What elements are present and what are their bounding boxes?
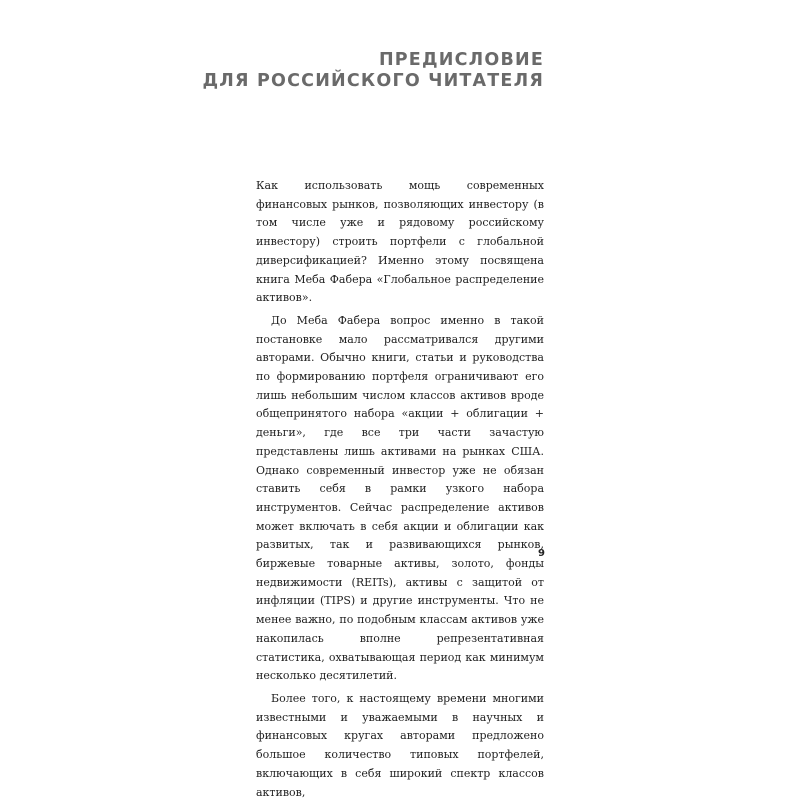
paragraph: Более того, к настоящему времени многими известными и уважаемыми в научных и финансовых кругах авторами предложено большое количество типовых портфелей, включающих в себя широкий спектр классов активов, — [256, 691, 544, 799]
paragraph: Как использовать мощь современных финансовых рынков, позволяющих инвестору (в том числе уже и рядовому российскому инвестору) строить портфели с глобальной диверсификацией? Именно этому посвящена книга Меба Фабера «Глобальное распределение активов». — [256, 179, 544, 305]
paragraph: До Меба Фабера вопрос именно в такой постановке мало рассматривался другими авторами. Обычно книги, статьи и руководства по формированию портфеля ограничивают его лишь небольшим числом классов активов вроде общепринятого набора «акции + облигации + деньги», где все три части зачастую представлены лишь активами на рынках США. Однако современный инвестор уже не обязан ставить себя в рамки узкого набора инструментов. Сейчас распределение активов может включать в себя акции и облигации как развитых, так и развивающихся рынков, биржевые товарные активы, золото, фонды недвижимости (REITs), активы с защитой от инфляции (TIPS) и другие инструменты. Что не менее важно, по подобным классам активов уже накопилась вполне репрезентативная статистика, охватывающая период как минимум несколько десятилетий. — [256, 313, 544, 683]
body-text — [256, 177, 544, 802]
chapter-title — [203, 50, 544, 92]
chapter-title-line-1: ПРЕДИСЛОВИЕ — [378, 50, 544, 70]
chapter-title-line-2: ДЛЯ РОССИЙСКОГО ЧИТАТЕЛЯ — [202, 71, 544, 91]
page-number: 9 — [538, 548, 545, 559]
